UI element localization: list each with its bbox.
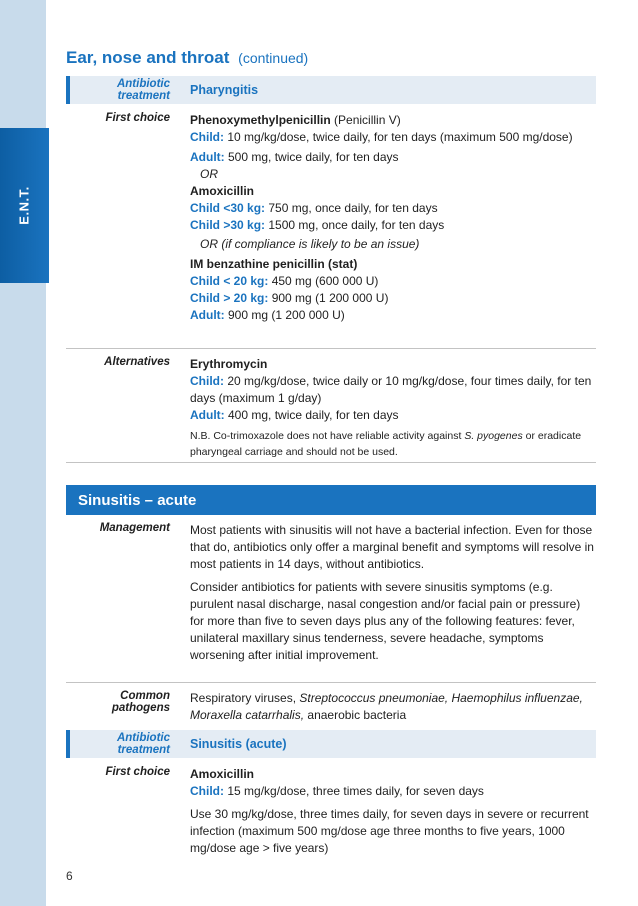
drug-line bbox=[190, 112, 596, 129]
dose-line bbox=[190, 407, 596, 424]
dose-text: 400 mg, twice daily, for ten days bbox=[228, 408, 399, 422]
drug-name: Phenoxymethylpenicillin bbox=[190, 113, 331, 127]
drug-name: Amoxicillin bbox=[190, 184, 255, 198]
dose-label: Adult: bbox=[190, 408, 225, 422]
management-paragraph: Most patients with sinusitis will not have a bacterial infection. Even for those that do, antibiotics only offer a marginal benefit and symptoms will resolve in most patients in 14 days, without antibiotics. bbox=[190, 523, 594, 571]
dose-line bbox=[190, 307, 596, 324]
dose-line bbox=[190, 273, 596, 290]
pathogens-plain: Respiratory viruses, bbox=[190, 691, 297, 705]
page-title-continued: (continued) bbox=[238, 50, 309, 66]
pathogens-text bbox=[190, 690, 596, 724]
dose-label: Child: bbox=[190, 374, 224, 388]
drug-name: IM benzathine penicillin (stat) bbox=[190, 257, 358, 271]
pathogens-species: Streptococcus pneumoniae, Haemophilus influenzae, Moraxella catarrhalis, bbox=[190, 691, 583, 722]
alternatives-label: Alternatives bbox=[104, 356, 170, 368]
sinusitis-management bbox=[66, 522, 596, 683]
page-title-main: Ear, nose and throat bbox=[66, 48, 230, 67]
sinusitis-pathogens bbox=[66, 690, 596, 726]
dose-line bbox=[190, 373, 596, 407]
pharyngitis-first-choice bbox=[66, 112, 596, 349]
page-title bbox=[66, 48, 308, 68]
drug-alt-name: (Penicillin V) bbox=[334, 113, 401, 127]
sinusitis-section-title: Sinusitis – acute bbox=[66, 485, 596, 515]
dose-label: Child: bbox=[190, 130, 224, 144]
dose-text: 1500 mg, once daily, for ten days bbox=[268, 218, 445, 232]
sinusitis-first-choice bbox=[66, 766, 596, 860]
nb-text: or eradicate pharyngeal carriage and should not be used. bbox=[190, 430, 582, 458]
or-separator: OR bbox=[200, 167, 218, 181]
nb-species: S. pyogenes bbox=[464, 430, 523, 442]
dose-label: Child <30 kg: bbox=[190, 201, 266, 215]
dose-line bbox=[190, 783, 596, 800]
dose-label: Child >30 kg: bbox=[190, 218, 266, 232]
section-side-tab bbox=[0, 128, 49, 283]
nb-text: N.B. Co-trimoxazole does not have reliable activity against bbox=[190, 430, 462, 442]
or-separator: OR (if compliance is likely to be an issue) bbox=[200, 237, 420, 251]
dose-label: Adult: bbox=[190, 150, 225, 164]
pathogens-plain: anaerobic bacteria bbox=[307, 708, 407, 722]
dose-text: 900 mg (1 200 000 U) bbox=[228, 308, 345, 322]
dose-line bbox=[190, 290, 596, 307]
drug-name: Amoxicillin bbox=[190, 767, 255, 781]
dose-line bbox=[190, 149, 596, 166]
pharyngitis-header bbox=[66, 76, 596, 104]
dose-label: Child > 20 kg: bbox=[190, 291, 269, 305]
dose-label: Child: bbox=[190, 784, 224, 798]
dose-line bbox=[190, 217, 596, 234]
dose-text: 750 mg, once daily, for ten days bbox=[268, 201, 438, 215]
dose-text: 20 mg/kg/dose, twice daily or 10 mg/kg/dose, four times daily, for ten days (maximum 1 g/day) bbox=[190, 374, 592, 405]
dose-text: 500 mg, twice daily, for ten days bbox=[228, 150, 399, 164]
nb-note bbox=[190, 428, 596, 460]
side-tab-label: E.N.T. bbox=[17, 186, 32, 225]
pharyngitis-alternatives bbox=[66, 356, 596, 463]
header-label: Antibiotic treatment bbox=[116, 78, 170, 102]
header-title: Sinusitis (acute) bbox=[190, 736, 287, 751]
dose-text: 10 mg/kg/dose, twice daily, for ten days (maximum 500 mg/dose) bbox=[227, 130, 573, 144]
management-label: Management bbox=[99, 522, 170, 534]
dose-line bbox=[190, 129, 596, 146]
first-choice-label: First choice bbox=[105, 112, 170, 124]
dose-label: Adult: bbox=[190, 308, 225, 322]
management-paragraph: Consider antibiotics for patients with severe sinusitis symptoms (e.g. purulent nasal discharge, nasal congestion and/or facial pain or pressure) for more than five to seven days plus any of the following features: fever, unilateral maxillary sinus tenderness, severe headache, symptoms worsening after initial improvement. bbox=[190, 580, 581, 662]
dose-text: 450 mg (600 000 U) bbox=[271, 274, 379, 288]
header-label: Antibiotic treatment bbox=[116, 732, 170, 756]
drug-name: Erythromycin bbox=[190, 357, 268, 371]
page-number: 6 bbox=[66, 869, 73, 883]
dose-text: 15 mg/kg/dose, three times daily, for seven days bbox=[227, 784, 484, 798]
dose-label: Child < 20 kg: bbox=[190, 274, 269, 288]
sinusitis-header bbox=[66, 730, 596, 758]
dose-line bbox=[190, 200, 596, 217]
severe-infection-note: Use 30 mg/kg/dose, three times daily, for seven days in severe or recurrent infection (maximum 500 mg/dose age three months to five years, 1000 mg/dose age > five years) bbox=[190, 807, 589, 855]
header-title: Pharyngitis bbox=[190, 82, 259, 97]
dose-text: 900 mg (1 200 000 U) bbox=[271, 291, 389, 305]
first-choice-label: First choice bbox=[105, 766, 170, 778]
pathogens-label: Common pathogens bbox=[111, 690, 170, 714]
